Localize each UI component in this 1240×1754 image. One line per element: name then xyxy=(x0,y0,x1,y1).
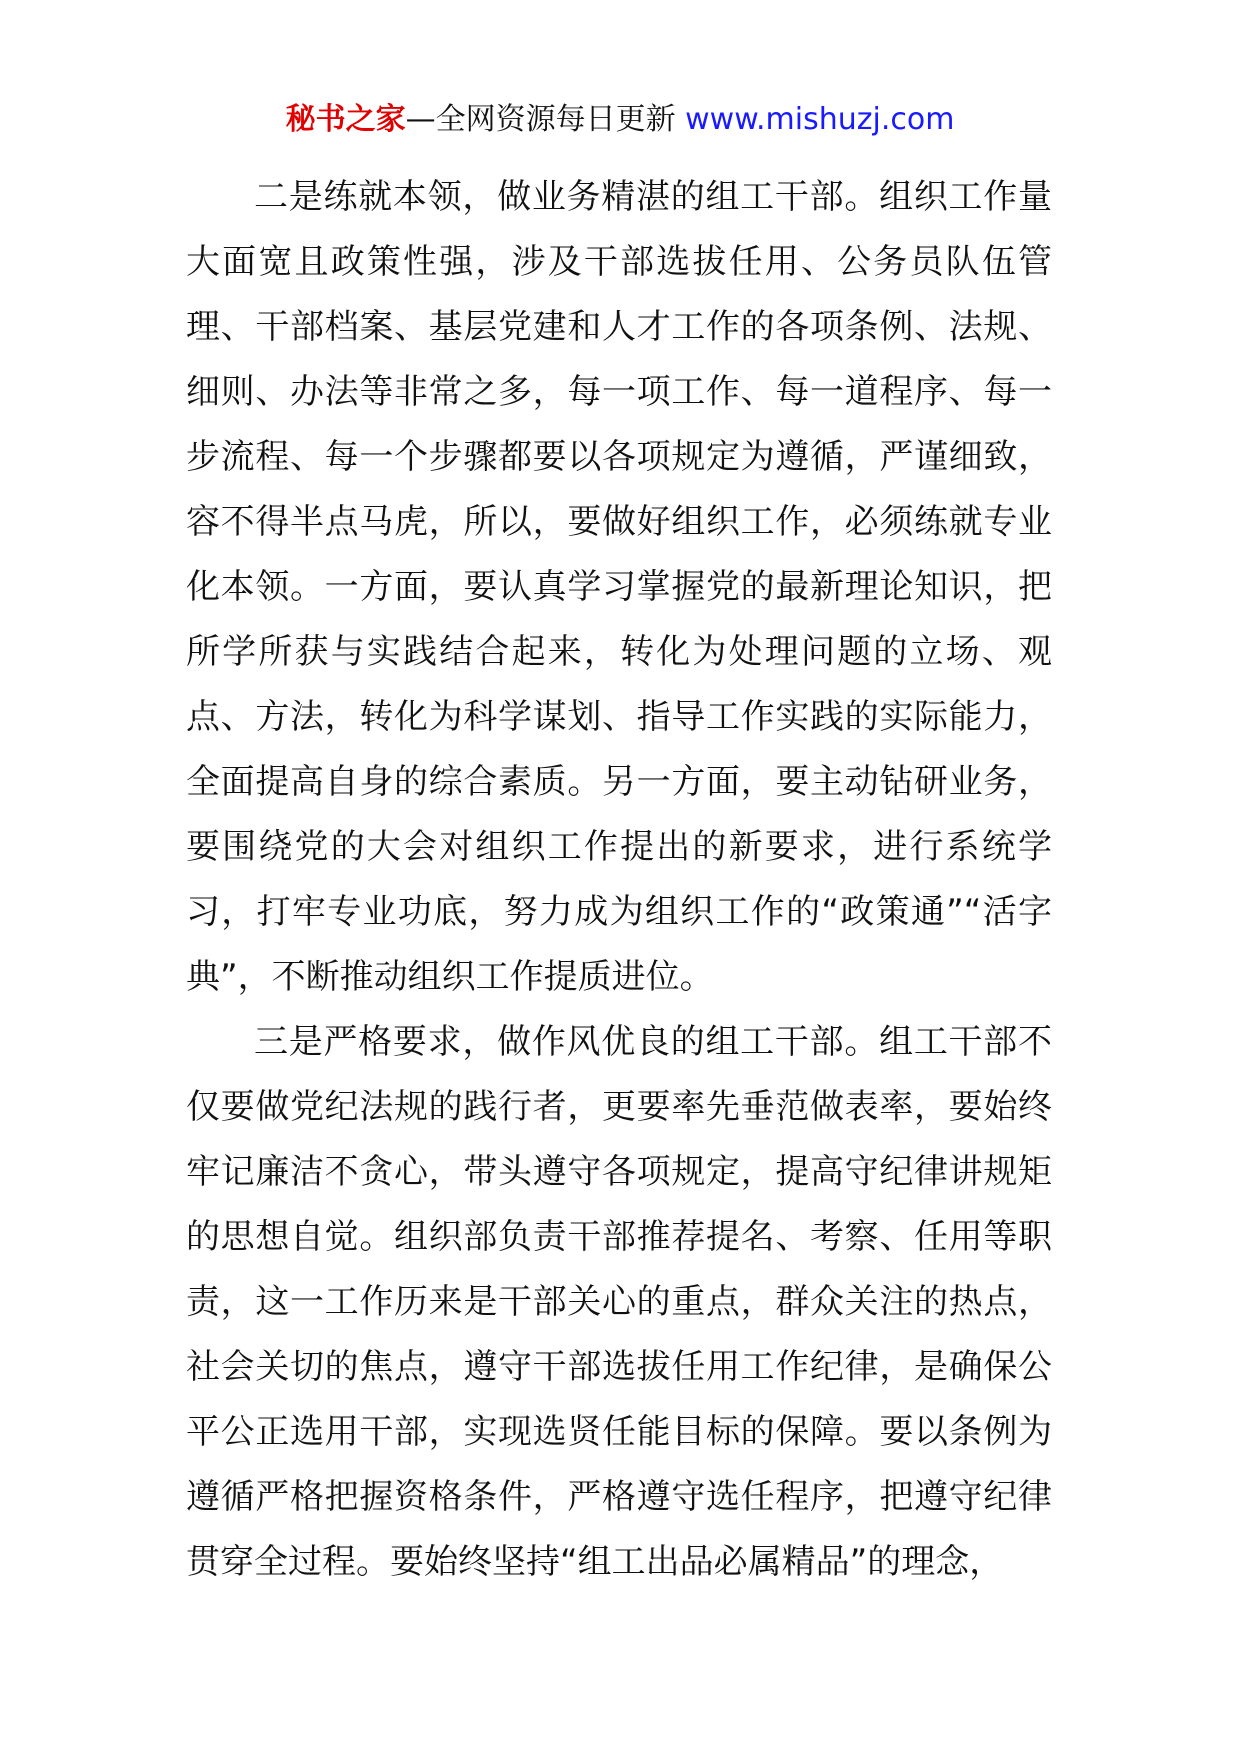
paragraph: 二是练就本领，做业务精湛的组工干部。组织工作量大面宽且政策性强，涉及干部选拔任用、公务员队伍管理、干部档案、基层党建和人才工作的各项条例、法规、细则、办法等非常之多，每一项工作、每一道程序、每一步流程、每一个步骤都要以各项规定为遵循，严谨细致，容不得半点马虎，所以，要做好组织工作，必须练就专业化本领。一方面，要认真学习掌握党的最新理论知识，把所学所获与实践结合起来，转化为处理问题的立场、观点、方法，转化为科学谋划、指导工作实践的实际能力，全面提高自身的综合素质。另一方面，要主动钻研业务，要围绕党的大会对组织工作提出的新要求，进行系统学习，打牢专业功底，努力成为组织工作的“政策通”“活字典”，不断推动组织工作提质进位。 xyxy=(186,177,1052,997)
brand-name: 秘书之家 xyxy=(285,102,406,137)
header-slogan: —全网资源每日更新 xyxy=(405,102,676,137)
website-url[interactable]: www.mishuzj.com xyxy=(685,102,955,137)
page-header xyxy=(0,98,1240,142)
paragraph: 三是严格要求，做作风优良的组工干部。组工干部不仅要做党纪法规的践行者，更要率先垂范做表率，要始终牢记廉洁不贪心，带头遵守各项规定，提高守纪律讲规矩的思想自觉。组织部负责干部推荐提名、考察、任用等职责，这一工作历来是干部关心的重点，群众关注的热点，社会关切的焦点，遵守干部选拔任用工作纪律，是确保公平公正选用干部，实现选贤任能目标的保障。要以条例为遵循严格把握资格条件，严格遵守选任程序，把遵守纪律贯穿全过程。要始终坚持“组工出品必属精品”的理念， xyxy=(186,1022,1052,1582)
document-body xyxy=(186,165,1052,1595)
